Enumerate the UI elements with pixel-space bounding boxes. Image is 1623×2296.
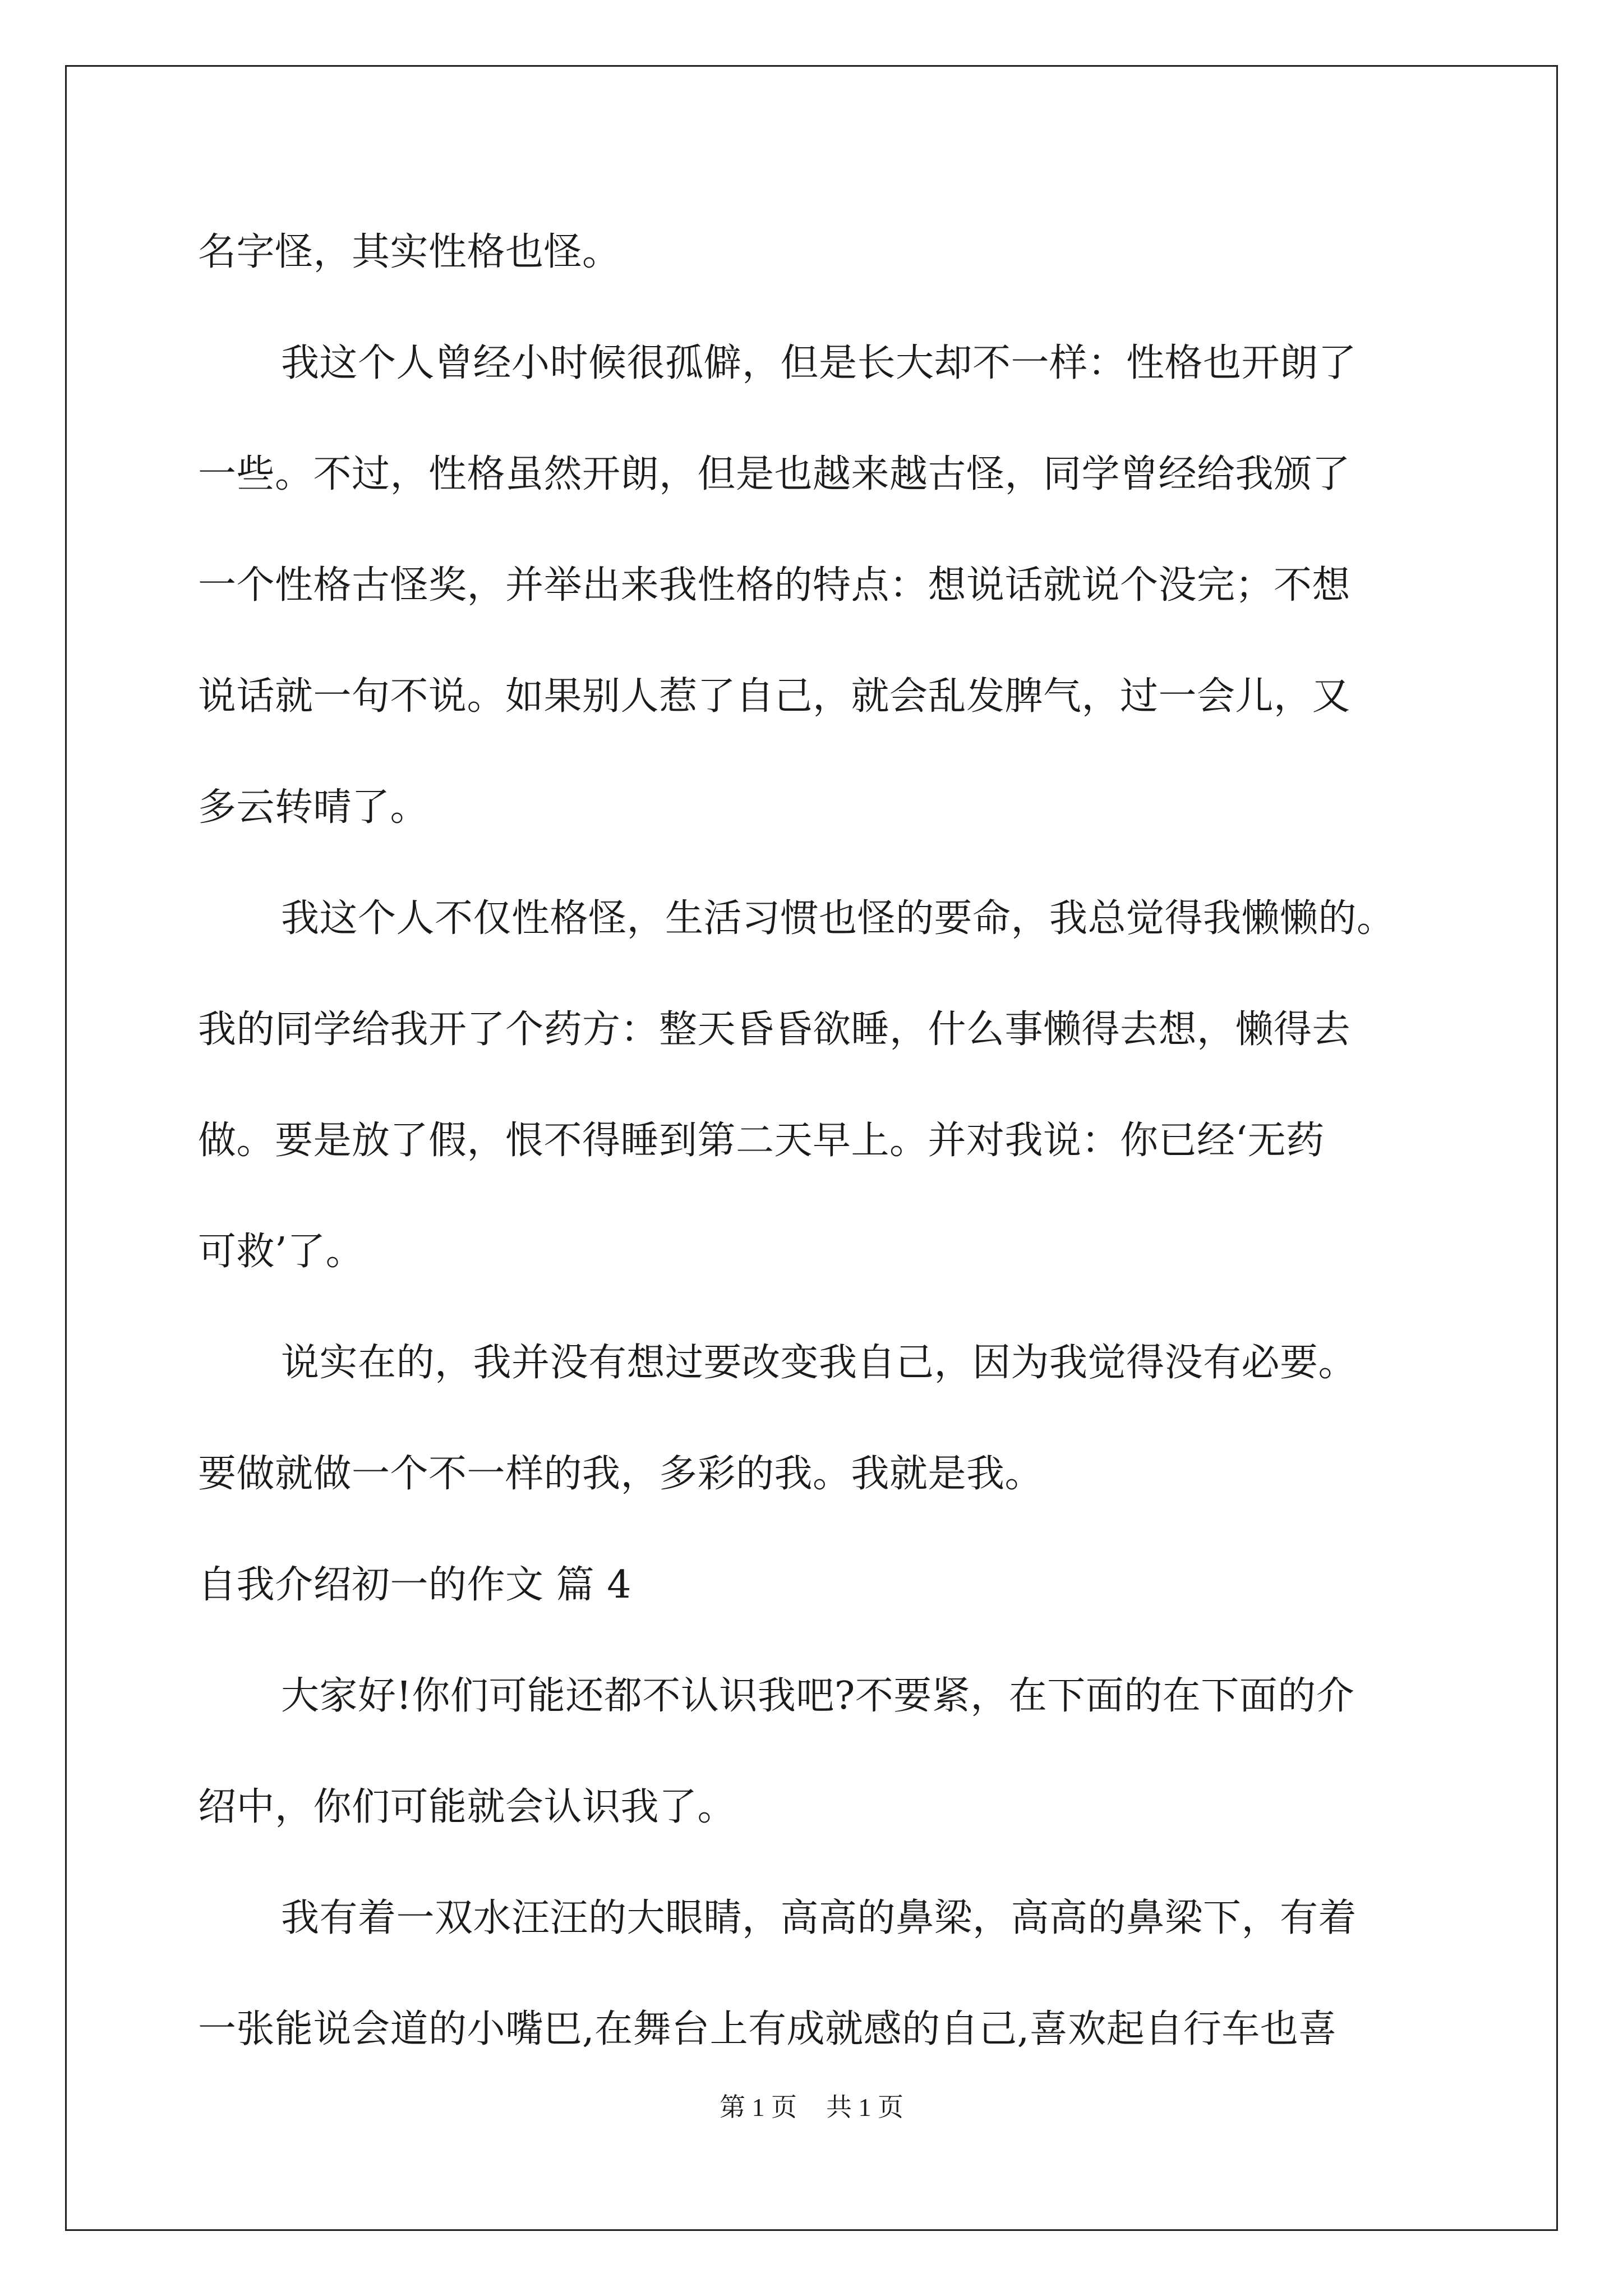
- paragraph-line: 说话就一句不说。如果别人惹了自己，就会乱发脾气，过一会儿，又: [198, 674, 1351, 719]
- paragraph-line: 我有着一双水汪汪的大眼睛，高高的鼻梁，高高的鼻梁下，有着: [281, 1896, 1357, 1940]
- page-footer: [0, 2087, 1623, 2124]
- paragraph-line: 绍中，你们可能就会认识我了。: [198, 1785, 736, 1829]
- paragraph-line: 一些。不过，性格虽然开朗，但是也越来越古怪，同学曾经给我颁了: [198, 452, 1351, 496]
- paragraph-line: 我的同学给我开了个药方：整天昏昏欲睡，什么事懒得去想，懒得去: [198, 1007, 1351, 1052]
- paragraph-line: 说实在的，我并没有想过要改变我自己，因为我觉得没有必要。: [281, 1341, 1357, 1385]
- page-number: 第 1 页: [720, 2093, 797, 2122]
- paragraph-line: 一个性格古怪奖，并举出来我性格的特点：想说话就说个没完；不想: [198, 563, 1351, 608]
- paragraph-line: 做。要是放了假，恨不得睡到第二天早上。并对我说：你已经‘无药: [198, 1119, 1325, 1163]
- section-heading: 自我介绍初一的作文 篇 4: [198, 1563, 631, 1607]
- paragraph-line: 多云转晴了。: [198, 785, 429, 830]
- page-total: 共 1 页: [826, 2093, 903, 2122]
- paragraph-line: 我这个人曾经小时候很孤僻，但是长大却不一样：性格也开朗了: [281, 341, 1357, 385]
- document-body: [198, 210, 1421, 2099]
- paragraph-line: 我这个人不仅性格怪，生活习惯也怪的要命，我总觉得我懒懒的。: [281, 896, 1395, 941]
- paragraph-line: 名字怪，其实性格也怪。: [198, 230, 621, 274]
- paragraph-line: 大家好!你们可能还都不认识我吧?不要紧，在下面的在下面的介: [281, 1674, 1355, 1718]
- paragraph-line: 要做就做一个不一样的我，多彩的我。我就是我。: [198, 1452, 1044, 1496]
- paragraph-line: 一张能说会道的小嘴巴,在舞台上有成就感的自己,喜欢起自行车也喜: [198, 2007, 1337, 2051]
- paragraph-line: 可救’了。: [198, 1230, 365, 1274]
